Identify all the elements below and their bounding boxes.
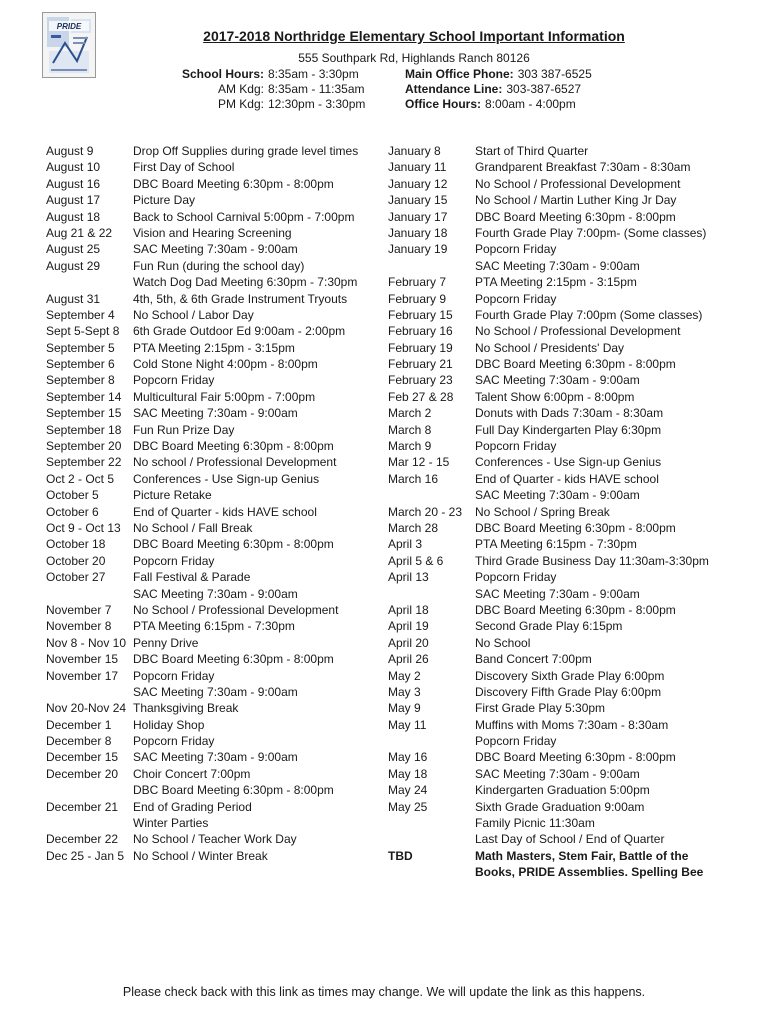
event-date: August 10 bbox=[46, 160, 101, 175]
event-description: SAC Meeting 7:30am - 9:00am bbox=[475, 488, 640, 503]
main-office-value: 303 387-6525 bbox=[517, 67, 592, 81]
event-row bbox=[46, 749, 358, 765]
event-row bbox=[46, 291, 358, 307]
event-row bbox=[46, 684, 358, 700]
event-description: Muffins with Moms 7:30am - 8:30am bbox=[475, 717, 669, 732]
event-row bbox=[388, 356, 725, 372]
office-hours-value: 8:00am - 4:00pm bbox=[485, 97, 576, 111]
event-date: September 5 bbox=[46, 340, 115, 355]
event-row bbox=[46, 209, 358, 225]
event-date: Oct 9 - Oct 13 bbox=[46, 520, 121, 535]
event-date bbox=[46, 815, 133, 831]
event-date bbox=[388, 258, 475, 274]
event-description: PTA Meeting 2:15pm - 3:15pm bbox=[475, 275, 637, 290]
event-row bbox=[388, 159, 725, 175]
event-date: December 22 bbox=[46, 832, 119, 847]
event-date: January 18 bbox=[388, 225, 448, 240]
event-row bbox=[388, 536, 725, 552]
event-date: January 8 bbox=[388, 144, 441, 158]
event-description: Fall Festival & Parade bbox=[133, 570, 251, 585]
event-row bbox=[388, 520, 725, 536]
event-date: May 16 bbox=[388, 750, 428, 765]
event-row bbox=[46, 635, 358, 651]
event-description: SAC Meeting 7:30am - 9:00am bbox=[133, 684, 298, 699]
event-row bbox=[388, 209, 725, 225]
event-row bbox=[46, 520, 358, 536]
event-row bbox=[388, 799, 725, 815]
event-date: November 8 bbox=[46, 619, 112, 634]
event-date: Nov 20-Nov 24 bbox=[46, 701, 127, 716]
event-date: November 7 bbox=[46, 602, 112, 617]
event-row bbox=[388, 225, 725, 241]
event-date: March 16 bbox=[388, 471, 439, 486]
event-row bbox=[46, 225, 358, 241]
event-description: No School / Presidents' Day bbox=[475, 340, 625, 355]
attendance-row bbox=[405, 82, 592, 97]
event-row bbox=[388, 504, 725, 520]
event-description: Grandparent Breakfast 7:30am - 8:30am bbox=[475, 160, 691, 175]
event-date: May 9 bbox=[388, 701, 421, 716]
event-description: End of Quarter - kids HAVE school bbox=[133, 504, 317, 519]
event-description: Drop Off Supplies during grade level times bbox=[133, 144, 359, 158]
school-logo bbox=[42, 12, 96, 78]
event-description: DBC Board Meeting 6:30pm - 8:00pm bbox=[133, 783, 334, 798]
event-description: DBC Board Meeting 6:30pm - 8:00pm bbox=[475, 602, 676, 617]
event-description: Discovery Fifth Grade Play 6:00pm bbox=[475, 684, 662, 699]
school-address: 555 Southpark Rd, Highlands Ranch 80126 bbox=[298, 51, 530, 65]
am-kdg-row bbox=[178, 82, 365, 97]
event-date: March 9 bbox=[388, 439, 432, 454]
event-row bbox=[388, 323, 725, 339]
event-date: Mar 12 - 15 bbox=[388, 455, 450, 470]
event-description: Popcorn Friday bbox=[475, 242, 557, 257]
event-date: March 8 bbox=[388, 422, 432, 437]
event-description: Fun Run (during the school day) bbox=[133, 258, 305, 273]
event-date bbox=[46, 684, 133, 700]
event-date: October 20 bbox=[46, 553, 106, 568]
event-row bbox=[46, 733, 358, 749]
hours-value: 8:35am - 3:30pm bbox=[268, 67, 359, 81]
event-date: October 27 bbox=[46, 570, 106, 585]
event-row bbox=[46, 831, 358, 847]
event-row bbox=[46, 569, 358, 585]
event-row bbox=[388, 192, 725, 208]
event-description: Kindergarten Graduation 5:00pm bbox=[475, 783, 650, 798]
am-kdg-label: AM Kdg: bbox=[217, 82, 264, 96]
event-row bbox=[388, 635, 725, 651]
event-date: Dec 25 - Jan 5 bbox=[46, 848, 125, 863]
event-date: March 28 bbox=[388, 520, 439, 535]
hours-label: School Hours: bbox=[181, 67, 264, 81]
event-description: Thanksgiving Break bbox=[133, 701, 239, 716]
event-date: December 21 bbox=[46, 799, 119, 814]
pm-kdg-value: 12:30pm - 3:30pm bbox=[268, 97, 366, 111]
event-description: End of Quarter - kids HAVE school bbox=[475, 471, 659, 486]
event-row bbox=[46, 143, 358, 159]
event-row bbox=[46, 258, 358, 274]
event-description: PTA Meeting 6:15pm - 7:30pm bbox=[475, 537, 637, 552]
event-description: PTA Meeting 2:15pm - 3:15pm bbox=[133, 340, 295, 355]
event-row bbox=[46, 159, 358, 175]
event-description: PTA Meeting 6:15pm - 7:30pm bbox=[133, 619, 295, 634]
event-row bbox=[46, 668, 358, 684]
events-column-right bbox=[388, 143, 725, 881]
event-date bbox=[388, 815, 475, 831]
office-hours-row bbox=[405, 97, 592, 112]
event-row bbox=[388, 471, 725, 487]
event-row bbox=[46, 618, 358, 634]
event-date: September 4 bbox=[46, 307, 115, 322]
event-row bbox=[388, 274, 725, 290]
event-row bbox=[388, 143, 725, 159]
event-row bbox=[46, 487, 358, 503]
event-description: DBC Board Meeting 6:30pm - 8:00pm bbox=[133, 537, 334, 552]
event-description: Popcorn Friday bbox=[133, 553, 215, 568]
event-description: SAC Meeting 7:30am - 9:00am bbox=[133, 586, 298, 601]
event-description: Start of Third Quarter bbox=[475, 144, 589, 158]
event-date: December 15 bbox=[46, 750, 119, 765]
event-description: SAC Meeting 7:30am - 9:00am bbox=[133, 406, 298, 421]
event-row bbox=[388, 372, 725, 388]
event-description: Holiday Shop bbox=[133, 717, 205, 732]
event-date: April 19 bbox=[388, 619, 429, 634]
event-row bbox=[388, 340, 725, 356]
event-date: January 12 bbox=[388, 176, 448, 191]
event-date: May 25 bbox=[388, 799, 428, 814]
event-description: No School / Spring Break bbox=[475, 504, 610, 519]
event-date: April 5 & 6 bbox=[388, 553, 444, 568]
event-date: March 2 bbox=[388, 406, 432, 421]
event-row bbox=[388, 176, 725, 192]
event-description: Popcorn Friday bbox=[133, 734, 215, 749]
event-description: No School / Labor Day bbox=[133, 307, 254, 322]
event-description: Penny Drive bbox=[133, 635, 199, 650]
event-description: Donuts with Dads 7:30am - 8:30am bbox=[475, 406, 664, 421]
event-row bbox=[46, 274, 358, 290]
event-description: 6th Grade Outdoor Ed 9:00am - 2:00pm bbox=[133, 324, 346, 339]
event-row bbox=[46, 454, 358, 470]
event-row bbox=[46, 782, 358, 798]
event-date: May 24 bbox=[388, 783, 428, 798]
school-hours-row bbox=[178, 67, 365, 82]
event-date bbox=[388, 586, 475, 602]
event-description: SAC Meeting 7:30am - 9:00am bbox=[133, 750, 298, 765]
event-date: December 8 bbox=[46, 734, 112, 749]
event-description: No School / Martin Luther King Jr Day bbox=[475, 193, 677, 208]
event-row bbox=[388, 766, 725, 782]
event-row bbox=[46, 422, 358, 438]
event-description: First Day of School bbox=[133, 160, 235, 175]
pride-logo-graphic bbox=[43, 13, 95, 77]
event-description: DBC Board Meeting 6:30pm - 8:00pm bbox=[475, 357, 676, 372]
event-row bbox=[46, 717, 358, 733]
event-date: Sept 5-Sept 8 bbox=[46, 324, 120, 339]
footer-note: Please check back with this link as times may change. We will update the link as this happens. bbox=[122, 985, 646, 999]
event-description: No School / Winter Break bbox=[133, 848, 268, 863]
event-date: December 1 bbox=[46, 717, 112, 732]
event-description: No School / Professional Development bbox=[475, 176, 681, 191]
pm-kdg-label: PM Kdg: bbox=[217, 97, 264, 111]
event-row bbox=[46, 815, 358, 831]
event-date: November 15 bbox=[46, 652, 119, 667]
event-description: Family Picnic 11:30am bbox=[475, 816, 595, 831]
event-date: January 11 bbox=[388, 160, 447, 175]
event-description: Choir Concert 7:00pm bbox=[133, 766, 251, 781]
event-date: Feb 27 & 28 bbox=[388, 389, 454, 404]
event-description: Multicultural Fair 5:00pm - 7:00pm bbox=[133, 389, 316, 404]
event-description: Conferences - Use Sign-up Genius bbox=[133, 471, 320, 486]
event-row bbox=[46, 799, 358, 815]
event-date: April 26 bbox=[388, 652, 429, 667]
event-date: January 15 bbox=[388, 193, 448, 208]
event-row bbox=[388, 389, 725, 405]
event-date: August 18 bbox=[46, 209, 101, 224]
event-date: January 19 bbox=[388, 242, 448, 257]
event-row bbox=[388, 700, 725, 716]
event-date: May 18 bbox=[388, 766, 428, 781]
event-row bbox=[46, 307, 358, 323]
event-description: Winter Parties bbox=[133, 816, 209, 831]
event-row bbox=[388, 668, 725, 684]
event-row bbox=[46, 389, 358, 405]
event-row bbox=[388, 815, 725, 831]
event-description: SAC Meeting 7:30am - 9:00am bbox=[475, 586, 640, 601]
event-description: Discovery Sixth Grade Play 6:00pm bbox=[475, 668, 665, 683]
event-row bbox=[46, 323, 358, 339]
school-hours-block bbox=[178, 67, 365, 112]
event-row bbox=[46, 602, 358, 618]
event-date: September 15 bbox=[46, 406, 122, 421]
event-row bbox=[388, 749, 725, 765]
event-description: Fourth Grade Play 7:00pm- (Some classes) bbox=[475, 225, 707, 240]
event-row bbox=[46, 651, 358, 667]
attendance-value: 303-387-6527 bbox=[506, 82, 582, 96]
event-date: August 25 bbox=[46, 242, 101, 257]
event-row bbox=[388, 258, 725, 274]
event-row bbox=[388, 831, 725, 847]
event-row bbox=[388, 569, 725, 585]
event-date: August 16 bbox=[46, 176, 101, 191]
event-row bbox=[388, 241, 725, 257]
event-row bbox=[388, 684, 725, 700]
contacts-block bbox=[405, 67, 592, 112]
event-row bbox=[46, 372, 358, 388]
event-date: September 20 bbox=[46, 439, 122, 454]
event-date bbox=[388, 487, 475, 503]
event-description: No School / Professional Development bbox=[133, 602, 339, 617]
event-date: February 9 bbox=[388, 291, 447, 306]
event-description: Math Masters, Stem Fair, Battle of the Books, PRIDE Assemblies. Spelling Bee bbox=[475, 848, 704, 880]
event-row bbox=[388, 422, 725, 438]
event-row bbox=[46, 848, 358, 864]
event-row bbox=[388, 586, 725, 602]
event-row bbox=[388, 618, 725, 634]
event-description: DBC Board Meeting 6:30pm - 8:00pm bbox=[475, 520, 676, 535]
event-description: Popcorn Friday bbox=[133, 668, 215, 683]
event-description: Picture Day bbox=[133, 193, 196, 208]
event-description: Popcorn Friday bbox=[133, 373, 215, 388]
event-row bbox=[46, 192, 358, 208]
event-description: 4th, 5th, & 6th Grade Instrument Tryouts bbox=[133, 291, 348, 306]
event-date: September 14 bbox=[46, 389, 122, 404]
logo-text: PRIDE bbox=[56, 22, 82, 31]
event-row bbox=[388, 291, 725, 307]
event-row bbox=[46, 340, 358, 356]
event-description: No School bbox=[475, 635, 531, 650]
event-description: Full Day Kindergarten Play 6:30pm bbox=[475, 422, 662, 437]
event-date: August 9 bbox=[46, 144, 94, 158]
event-date: December 20 bbox=[46, 766, 119, 781]
event-description: Band Concert 7:00pm bbox=[475, 652, 592, 667]
pm-kdg-row bbox=[178, 97, 365, 112]
event-description: Popcorn Friday bbox=[475, 291, 557, 306]
event-description: Watch Dog Dad Meeting 6:30pm - 7:30pm bbox=[133, 275, 358, 290]
event-description: Popcorn Friday bbox=[475, 734, 557, 749]
event-description: Talent Show 6:00pm - 8:00pm bbox=[475, 389, 635, 404]
office-hours-label: Office Hours: bbox=[405, 97, 482, 111]
event-date: November 17 bbox=[46, 668, 119, 683]
event-date bbox=[388, 831, 475, 847]
event-description: DBC Board Meeting 6:30pm - 8:00pm bbox=[133, 439, 334, 454]
event-date bbox=[388, 733, 475, 749]
event-date: October 18 bbox=[46, 537, 106, 552]
event-date: January 17 bbox=[388, 209, 448, 224]
event-description: Sixth Grade Graduation 9:00am bbox=[475, 799, 645, 814]
event-date: TBD bbox=[388, 848, 413, 863]
events-column-left bbox=[46, 143, 358, 864]
event-row bbox=[46, 176, 358, 192]
event-description: No school / Professional Development bbox=[133, 455, 337, 470]
event-row bbox=[46, 700, 358, 716]
event-date: February 15 bbox=[388, 307, 453, 322]
event-description: Second Grade Play 6:15pm bbox=[475, 619, 623, 634]
event-row bbox=[46, 241, 358, 257]
event-description: Vision and Hearing Screening bbox=[133, 225, 292, 240]
event-row bbox=[388, 405, 725, 421]
event-row bbox=[388, 454, 725, 470]
event-date bbox=[46, 782, 133, 798]
event-row bbox=[388, 487, 725, 503]
event-date: October 5 bbox=[46, 488, 99, 503]
event-description: DBC Board Meeting 6:30pm - 8:00pm bbox=[133, 176, 334, 191]
event-date: Oct 2 - Oct 5 bbox=[46, 471, 115, 486]
event-date: Aug 21 & 22 bbox=[46, 225, 113, 240]
event-row bbox=[46, 553, 358, 569]
event-description: Back to School Carnival 5:00pm - 7:00pm bbox=[133, 209, 355, 224]
event-date bbox=[46, 274, 133, 290]
event-description: SAC Meeting 7:30am - 9:00am bbox=[133, 242, 298, 257]
event-description: SAC Meeting 7:30am - 9:00am bbox=[475, 258, 640, 273]
am-kdg-value: 8:35am - 11:35am bbox=[268, 82, 365, 96]
event-date: September 8 bbox=[46, 373, 115, 388]
event-date: March 20 - 23 bbox=[388, 504, 463, 519]
event-row bbox=[388, 602, 725, 618]
event-description: SAC Meeting 7:30am - 9:00am bbox=[475, 766, 640, 781]
event-description: SAC Meeting 7:30am - 9:00am bbox=[475, 373, 640, 388]
event-date: October 6 bbox=[46, 504, 99, 519]
event-row bbox=[388, 553, 725, 569]
event-date: September 18 bbox=[46, 422, 122, 437]
event-date: April 20 bbox=[388, 635, 429, 650]
event-row bbox=[46, 536, 358, 552]
event-date: April 18 bbox=[388, 602, 429, 617]
event-description: Popcorn Friday bbox=[475, 439, 557, 454]
event-description: DBC Board Meeting 6:30pm - 8:00pm bbox=[475, 750, 676, 765]
event-description: No School / Fall Break bbox=[133, 520, 253, 535]
event-description: Fun Run Prize Day bbox=[133, 422, 235, 437]
event-row bbox=[46, 471, 358, 487]
event-date: April 3 bbox=[388, 537, 423, 552]
event-row bbox=[388, 717, 725, 733]
event-date: August 31 bbox=[46, 291, 101, 306]
event-row bbox=[46, 356, 358, 372]
event-description: Popcorn Friday bbox=[475, 570, 557, 585]
event-row bbox=[46, 586, 358, 602]
event-description: DBC Board Meeting 6:30pm - 8:00pm bbox=[475, 209, 676, 224]
event-date: September 6 bbox=[46, 357, 115, 372]
event-row bbox=[46, 504, 358, 520]
event-date: February 23 bbox=[388, 373, 453, 388]
event-date: August 29 bbox=[46, 258, 101, 273]
event-description: End of Grading Period bbox=[133, 799, 252, 814]
event-description: No School / Professional Development bbox=[475, 324, 681, 339]
event-date: Nov 8 - Nov 10 bbox=[46, 635, 127, 650]
event-description: Picture Retake bbox=[133, 488, 212, 503]
event-description: DBC Board Meeting 6:30pm - 8:00pm bbox=[133, 652, 334, 667]
event-row bbox=[46, 405, 358, 421]
attendance-label: Attendance Line: bbox=[405, 82, 503, 96]
event-description: No School / Teacher Work Day bbox=[133, 832, 297, 847]
event-row bbox=[388, 307, 725, 323]
event-description: Cold Stone Night 4:00pm - 8:00pm bbox=[133, 357, 318, 372]
event-date: February 7 bbox=[388, 275, 447, 290]
event-date bbox=[46, 586, 133, 602]
event-date: April 13 bbox=[388, 570, 429, 585]
event-date: May 11 bbox=[388, 717, 427, 732]
event-date: February 19 bbox=[388, 340, 453, 355]
event-date: February 16 bbox=[388, 324, 453, 339]
event-description: Last Day of School / End of Quarter bbox=[475, 832, 665, 847]
event-description: First Grade Play 5:30pm bbox=[475, 701, 606, 716]
event-row bbox=[388, 733, 725, 749]
event-description: Conferences - Use Sign-up Genius bbox=[475, 455, 662, 470]
event-date: August 17 bbox=[46, 193, 101, 208]
event-date: May 2 bbox=[388, 668, 421, 683]
main-office-label: Main Office Phone: bbox=[405, 67, 514, 81]
main-office-row bbox=[405, 67, 592, 82]
event-row bbox=[388, 782, 725, 798]
event-date: February 21 bbox=[388, 357, 453, 372]
event-description: Third Grade Business Day 11:30am-3:30pm bbox=[475, 553, 709, 568]
event-row bbox=[46, 438, 358, 454]
event-description: Fourth Grade Play 7:00pm (Some classes) bbox=[475, 307, 703, 322]
event-row bbox=[388, 651, 725, 667]
event-date: May 3 bbox=[388, 684, 421, 699]
event-row bbox=[46, 766, 358, 782]
event-row bbox=[388, 848, 725, 881]
event-date: September 22 bbox=[46, 455, 122, 470]
event-row bbox=[388, 438, 725, 454]
page-title: 2017-2018 Northridge Elementary School Important Information bbox=[203, 28, 625, 44]
